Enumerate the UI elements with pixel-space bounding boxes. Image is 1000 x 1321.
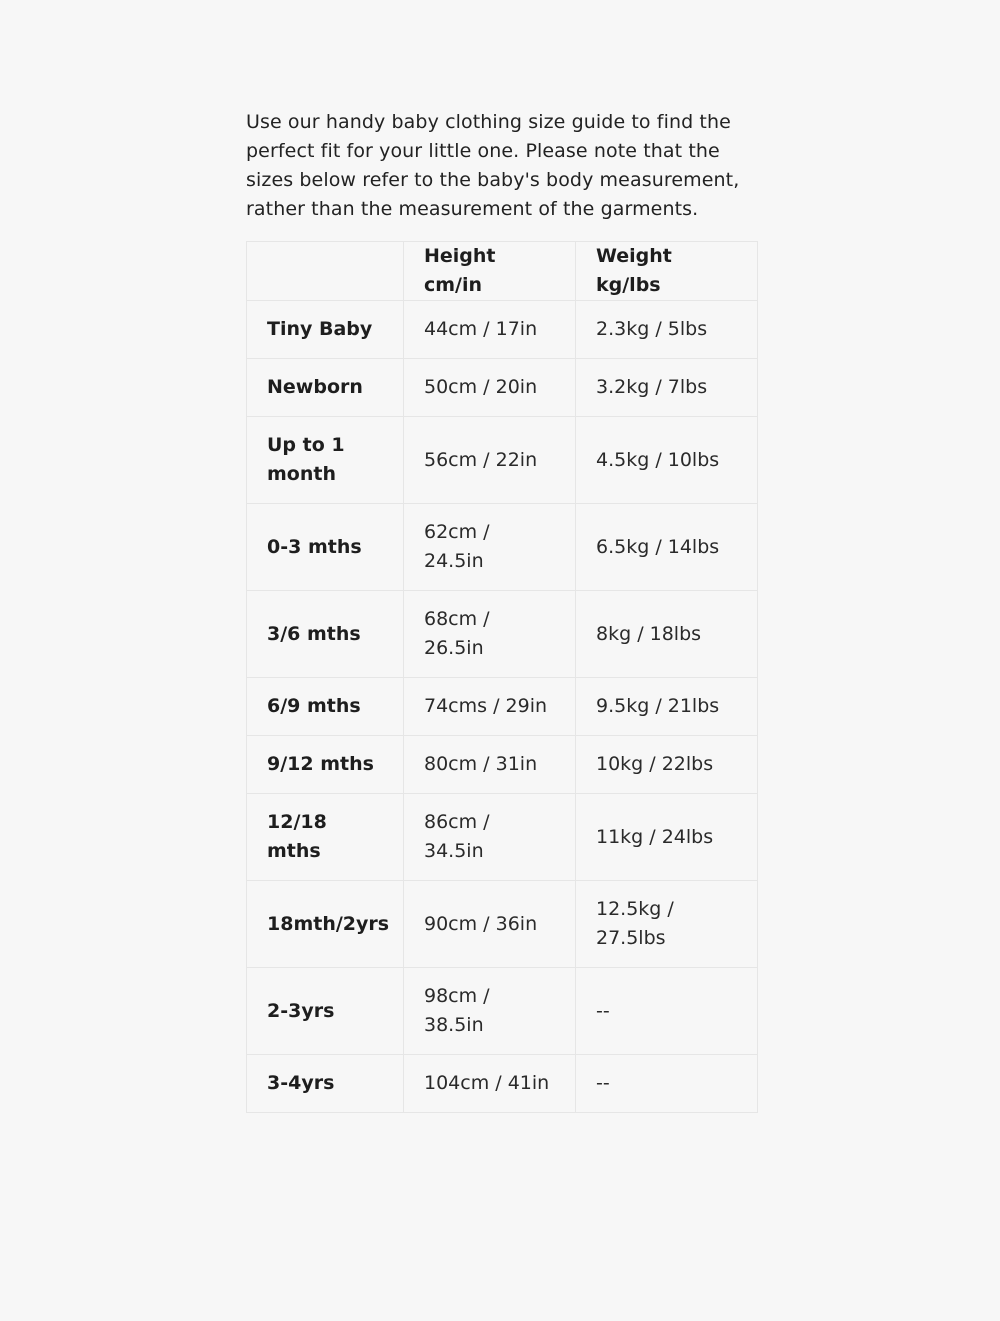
- weight-cell: 4.5kg / 10lbs: [576, 417, 758, 504]
- size-table: [246, 241, 758, 1113]
- size-cell: 2-3yrs: [247, 968, 404, 1055]
- weight-cell: 10kg / 22lbs: [576, 736, 758, 794]
- height-cell: 98cm / 38.5in: [404, 968, 576, 1055]
- table-row: [247, 881, 758, 968]
- size-cell: 6/9 mths: [247, 678, 404, 736]
- size-cell: 3-4yrs: [247, 1055, 404, 1113]
- height-cell: 56cm / 22in: [404, 417, 576, 504]
- weight-cell: 2.3kg / 5lbs: [576, 301, 758, 359]
- size-cell: Newborn: [247, 359, 404, 417]
- weight-cell: 12.5kg / 27.5lbs: [576, 881, 758, 968]
- weight-cell: --: [576, 1055, 758, 1113]
- intro-text: Use our handy baby clothing size guide to find the perfect fit for your little one. Please note that the sizes below refer to the baby's body measurement, rather than the measurement of the garments.: [246, 111, 740, 220]
- height-cell: 104cm / 41in: [404, 1055, 576, 1113]
- table-row: [247, 359, 758, 417]
- weight-cell: --: [576, 968, 758, 1055]
- weight-cell: 9.5kg / 21lbs: [576, 678, 758, 736]
- size-cell: Up to 1 month: [247, 417, 404, 504]
- table-row: [247, 678, 758, 736]
- table-row: [247, 504, 758, 591]
- size-cell: 9/12 mths: [247, 736, 404, 794]
- table-row: [247, 968, 758, 1055]
- weight-cell: 8kg / 18lbs: [576, 591, 758, 678]
- header-size: [247, 242, 404, 301]
- size-cell: 0-3 mths: [247, 504, 404, 591]
- table-row: [247, 417, 758, 504]
- weight-cell: 11kg / 24lbs: [576, 794, 758, 881]
- table-header-row: [247, 242, 758, 301]
- header-height: Height cm/in: [404, 242, 576, 301]
- size-cell: Tiny Baby: [247, 301, 404, 359]
- height-cell: 68cm / 26.5in: [404, 591, 576, 678]
- height-cell: 74cms / 29in: [404, 678, 576, 736]
- table-row: [247, 1055, 758, 1113]
- table-row: [247, 591, 758, 678]
- height-cell: 62cm / 24.5in: [404, 504, 576, 591]
- height-cell: 50cm / 20in: [404, 359, 576, 417]
- table-row: [247, 736, 758, 794]
- table-row: [247, 794, 758, 881]
- weight-cell: 3.2kg / 7lbs: [576, 359, 758, 417]
- height-cell: 90cm / 36in: [404, 881, 576, 968]
- size-cell: 18mth/2yrs: [247, 881, 404, 968]
- height-cell: 80cm / 31in: [404, 736, 576, 794]
- height-cell: 86cm / 34.5in: [404, 794, 576, 881]
- height-cell: 44cm / 17in: [404, 301, 576, 359]
- size-cell: 12/18 mths: [247, 794, 404, 881]
- weight-cell: 6.5kg / 14lbs: [576, 504, 758, 591]
- size-guide: [246, 108, 757, 1094]
- header-weight: Weight kg/lbs: [576, 242, 758, 301]
- size-cell: 3/6 mths: [247, 591, 404, 678]
- table-row: [247, 301, 758, 359]
